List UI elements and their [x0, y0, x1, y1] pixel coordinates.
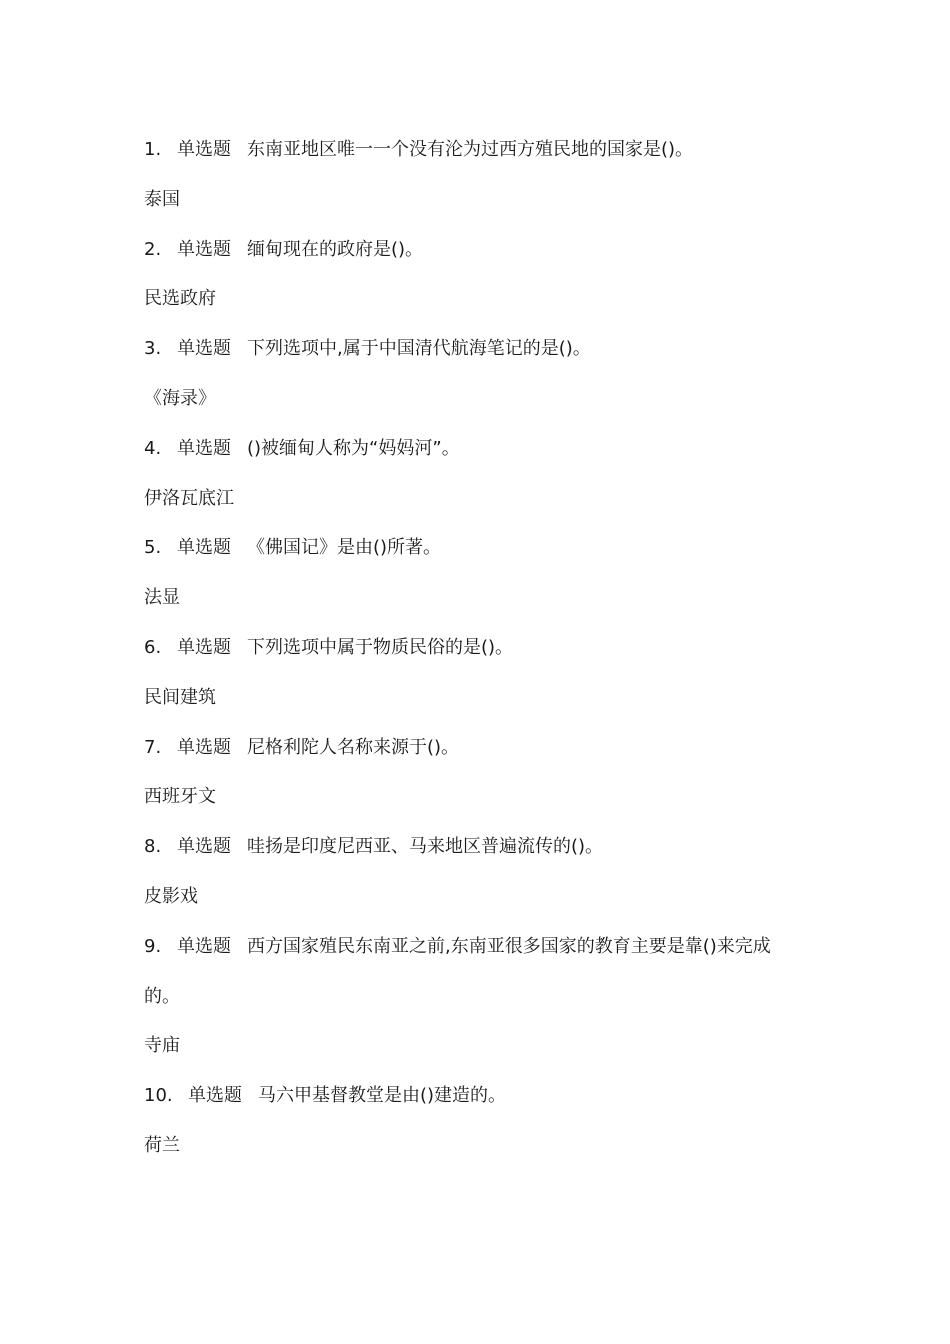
question-9 [144, 931, 824, 981]
question-text: 尼格利陀人名称来源于()。 [247, 736, 460, 758]
question-number: 1. [144, 139, 162, 160]
question-1 [144, 134, 824, 184]
question-8 [144, 831, 824, 881]
answer-5: 法显 [144, 587, 180, 609]
answer-8: 皮影戏 [144, 885, 198, 907]
answer-7: 西班牙文 [144, 786, 216, 808]
answer-2: 民选政府 [144, 288, 216, 310]
question-number: 8. [144, 836, 162, 858]
question-number: 4. [144, 437, 162, 459]
answer-3: 《海录》 [144, 387, 216, 409]
answer-9: 寺庙 [144, 1035, 180, 1057]
question-text: 西方国家殖民东南亚之前,东南亚很多国家的教育主要是靠()来完成 [247, 935, 771, 957]
question-type: 单选题 [177, 139, 231, 160]
answer-6: 民间建筑 [144, 686, 216, 708]
question-text: ()被缅甸人称为“妈妈河”。 [247, 437, 460, 459]
question-3 [144, 333, 824, 383]
question-number: 10. [144, 1085, 173, 1107]
answer-1: 泰国 [144, 188, 180, 210]
question-text: 下列选项中,属于中国清代航海笔记的是()。 [247, 338, 591, 360]
question-number: 6. [144, 636, 162, 658]
answer-10: 荷兰 [144, 1134, 180, 1156]
question-number: 3. [144, 338, 162, 360]
question-type: 单选题 [177, 836, 231, 858]
question-type: 单选题 [177, 238, 231, 260]
question-text: 《佛国记》是由()所著。 [247, 537, 442, 559]
question-4 [144, 433, 824, 483]
question-text: 下列选项中属于物质民俗的是()。 [247, 636, 514, 658]
question-text: 马六甲基督教堂是由()建造的。 [258, 1085, 507, 1107]
question-6 [144, 632, 824, 682]
question-type: 单选题 [177, 935, 231, 957]
question-text: 缅甸现在的政府是()。 [247, 238, 424, 260]
question-type: 单选题 [177, 537, 231, 559]
answer-4: 伊洛瓦底江 [144, 487, 234, 509]
question-type: 单选题 [177, 437, 231, 459]
question-5 [144, 532, 824, 582]
question-text: 哇扬是印度尼西亚、马来地区普遍流传的()。 [247, 836, 604, 858]
question-9-continuation: 的。 [144, 985, 180, 1007]
question-type: 单选题 [177, 636, 231, 658]
question-7 [144, 732, 824, 782]
question-list [144, 134, 824, 1180]
question-number: 5. [144, 537, 162, 559]
question-text: 东南亚地区唯一一个没有沦为过西方殖民地的国家是()。 [247, 139, 694, 160]
question-type: 单选题 [188, 1085, 242, 1107]
question-2 [144, 234, 824, 284]
question-number: 9. [144, 935, 162, 957]
question-number: 2. [144, 238, 162, 260]
question-number: 7. [144, 736, 162, 758]
question-10 [144, 1080, 824, 1130]
question-type: 单选题 [177, 736, 231, 758]
question-type: 单选题 [177, 338, 231, 360]
